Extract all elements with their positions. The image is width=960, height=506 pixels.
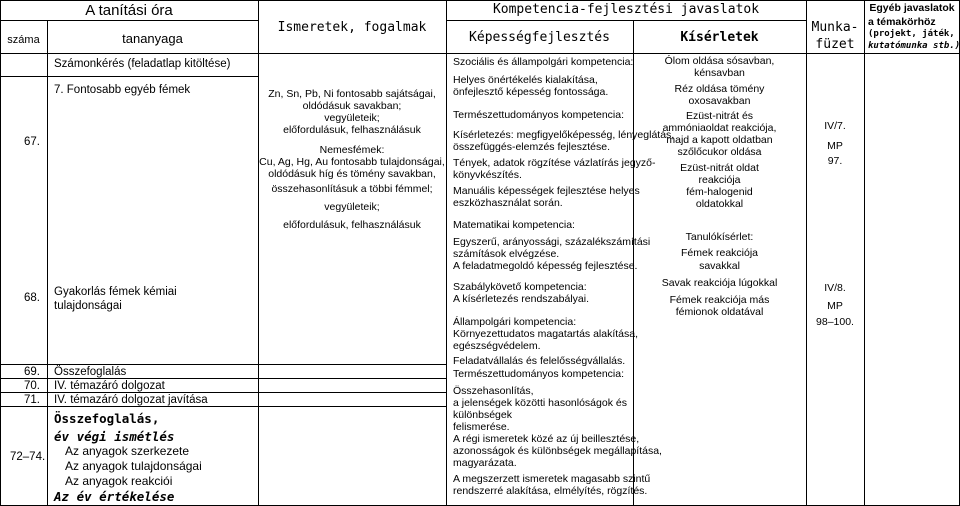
summary-heading: Összefoglalás, <box>54 411 160 426</box>
row7274-szama: 72–74. <box>10 451 46 463</box>
grid-col-szama <box>47 20 48 506</box>
ismeret-line: Cu, Ag, Hg, Au fontosabb tulajdonságai, <box>259 156 445 168</box>
grid-col-kiserletek <box>806 0 807 506</box>
summary-line: Az anyagok reakciói <box>65 474 173 488</box>
row69-szama: 69. <box>24 366 40 378</box>
kiserlet-line: Savak reakciója lúgokkal <box>661 277 778 289</box>
ismeret-line: vegyületeik; <box>324 201 380 213</box>
kepesseg-line: A régi ismeretek közé az új beillesztése, <box>453 433 640 445</box>
munkafuzet-line: IV/8. <box>824 282 846 294</box>
kiserlet-line: Fémek reakciója <box>680 247 759 259</box>
grid-col-munkafuzet <box>864 0 865 506</box>
row68-tananyaga-1: Gyakorlás fémek kémiai <box>54 286 177 298</box>
kepesseg-line: Környezettudatos magatartás alakítása, <box>453 328 639 340</box>
munkafuzet-line: MP <box>827 300 843 312</box>
kepesseg-line: Természettudományos kompetencia: <box>453 368 624 380</box>
grid-line-header-bottom <box>0 53 960 54</box>
kepesseg-line: könyvkészítés. <box>453 169 522 181</box>
kiserlet-line: majd a kapott oldatban <box>666 134 773 146</box>
header-szama: száma <box>7 34 40 46</box>
grid-line-row67-bottom <box>0 364 446 365</box>
ismeret-line: Nemesfémek: <box>319 144 385 156</box>
header-ismeretek: Ismeretek, fogalmak <box>277 20 427 35</box>
header-kiserletek: Kísérletek <box>680 30 759 45</box>
header-munkafuzet-1: Munka- <box>811 20 859 35</box>
kepesseg-line: Matematikai kompetencia: <box>453 219 575 231</box>
kepesseg-line: azonosságok és különbségek megállapítása, <box>453 445 662 457</box>
row68-tananyaga-2: tulajdonságai <box>54 300 122 312</box>
kepesseg-line: a jelenségek közötti hasonlóságok és <box>453 397 627 409</box>
kiserlet-line: fémionok oldatával <box>675 306 764 318</box>
header-munkafuzet-2: füzet <box>815 37 855 52</box>
summary-closing: Az év értékelése <box>54 489 175 504</box>
kiserlet-line: oxosavakban <box>688 95 751 107</box>
header-kompetencia: Kompetencia-fejlesztési javaslatok <box>492 2 760 17</box>
kiserlet-line: savakkal <box>699 260 740 272</box>
grid-line-header-mid-2 <box>446 20 806 21</box>
munkafuzet-line: 98–100. <box>816 316 854 328</box>
munkafuzet-line: IV/7. <box>824 120 846 132</box>
ismeret-line: előfordulásuk, felhasználásuk <box>283 124 421 136</box>
kepesseg-line: Tények, adatok rögzítése vázlatírás jegyző- <box>453 157 656 169</box>
row70-szama: 70. <box>24 380 40 392</box>
kepesseg-line: egészségvédelem. <box>453 340 541 352</box>
grid-col-ismeretek <box>446 0 447 506</box>
munkafuzet-line: MP <box>827 140 843 152</box>
summary-subheading: év végi ismétlés <box>54 429 175 444</box>
kiserlet-line: ammóniaoldat reakciója, <box>662 122 777 134</box>
kiserlet-line: Ólom oldása sósavban, <box>664 55 775 67</box>
kepesseg-line: önfejlesztő képesség fontossága. <box>453 86 609 98</box>
grid-line-top <box>0 0 960 1</box>
kiserlet-line: kénsavban <box>694 67 745 79</box>
kiserlet-line: Fémek reakciója más <box>669 294 770 306</box>
kepesseg-line: A megszerzett ismeretek magasabb szintű <box>453 473 651 485</box>
kepesseg-line: rendszerré alakítása, elmélyítés, rögzítés. <box>453 485 648 497</box>
kiserlet-line: Tanulókísérlet: <box>685 231 754 243</box>
kepesseg-line: Kísérletezés: megfigyelőképesség, lényeglátás, <box>453 129 675 141</box>
grid-line-row-szamonkeres <box>0 76 258 77</box>
header-kepessegfejlesztes: Képességfejlesztés <box>469 30 610 45</box>
ismeret-line: Zn, Sn, Pb, Ni fontosabb sajátságai, <box>268 88 436 100</box>
ismeret-line: összehasonlításuk a többi fémmel; <box>271 183 433 195</box>
kepesseg-line: Feladatvállalás és felelősségvállalás. <box>453 355 626 367</box>
munkafuzet-line: 97. <box>827 155 843 167</box>
kepesseg-line: Szociális és állampolgári kompetencia: <box>453 56 634 68</box>
kepesseg-line: A kísérletezés rendszabályai. <box>453 293 589 305</box>
summary-line: Az anyagok tulajdonságai <box>65 459 202 473</box>
kiserlet-line: szőlőcukor oldása <box>677 146 762 158</box>
kepesseg-line: számítások elvégzése. <box>453 248 560 260</box>
row70-tananyaga: IV. témazáró dolgozat <box>54 380 165 392</box>
row67-tananyaga: 7. Fontosabb egyéb fémek <box>54 84 191 96</box>
grid-col-tananyaga <box>258 0 259 506</box>
grid-col-left <box>0 0 1 506</box>
ismeret-line: előfordulásuk, felhasználásuk <box>283 219 421 231</box>
kepesseg-line: Összehasonlítás, <box>453 385 534 397</box>
header-egyeb-1: Egyéb javaslatok <box>869 2 955 14</box>
kepesseg-line: Egyszerű, arányossági, százalékszámítási <box>453 236 651 248</box>
row-szamonkeres-tananyaga: Számonkérés (feladatlap kitöltése) <box>54 58 231 70</box>
ismeret-line: oldódásuk híg és tömény savakban, <box>268 168 436 180</box>
kepesseg-line: összefüggés-elemzés fejlesztése. <box>453 141 610 153</box>
kiserlet-line: fém-halogenid <box>686 186 753 198</box>
kepesseg-line: Szabálykövető kompetencia: <box>453 281 587 293</box>
row71-tananyaga: IV. témazáró dolgozat javítása <box>54 394 208 406</box>
grid-line-header-mid <box>0 20 258 21</box>
kepesseg-line: Helyes önértékelés kialakítása, <box>453 74 598 86</box>
header-egyeb-3: (projekt, játék, <box>868 29 955 39</box>
row69-tananyaga: Összefoglalás <box>54 366 127 378</box>
kepesseg-line: Állampolgári kompetencia: <box>453 316 577 328</box>
kiserlet-line: Ezüst-nitrát és <box>685 110 754 122</box>
kepesseg-line: eszközhasználat során. <box>453 197 563 209</box>
kiserlet-line: reakciója <box>698 174 741 186</box>
kepesseg-line: különbségek <box>453 409 512 421</box>
ismeret-line: vegyületeik; <box>324 112 380 124</box>
kiserlet-line: Ezüst-nitrát oldat <box>680 162 759 174</box>
kepesseg-line: magyarázata. <box>453 457 517 469</box>
kepesseg-line: Természettudományos kompetencia: <box>453 109 624 121</box>
kepesseg-line: A feladatmegoldó képesség fejlesztése. <box>453 260 638 272</box>
header-tanitasi-ora: A tanítási óra <box>85 2 173 19</box>
ismeret-line: oldódásuk savakban; <box>302 100 402 112</box>
header-egyeb-4: kutatómunka stb.) <box>868 41 960 51</box>
kiserlet-line: oldatokkal <box>695 198 744 210</box>
row68-szama: 68. <box>24 292 40 304</box>
summary-line: Az anyagok szerkezete <box>65 444 190 458</box>
header-egyeb-2: a témakörhöz <box>868 16 936 28</box>
kepesseg-line: felismerése. <box>453 421 510 433</box>
kepesseg-line: Manuális képességek fejlesztése helyes <box>453 185 640 197</box>
header-tananyaga: tananyaga <box>122 31 183 46</box>
row67-szama: 67. <box>24 136 40 148</box>
kiserlet-line: Réz oldása tömény <box>674 83 765 95</box>
row71-szama: 71. <box>24 394 40 406</box>
